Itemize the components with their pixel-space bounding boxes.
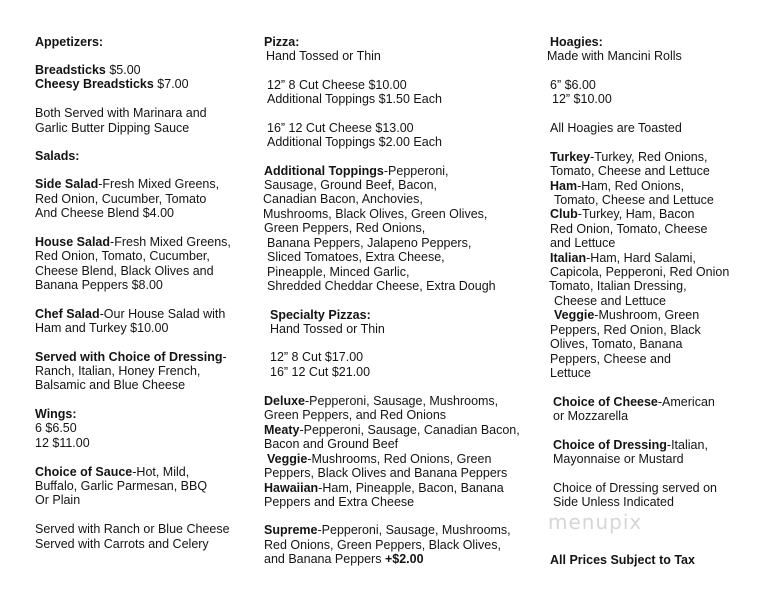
menu-line xyxy=(550,121,682,136)
menu-text: Red Onions, Green Peppers, Black Olives, xyxy=(264,538,501,552)
menu-text: -Hot, Mild, xyxy=(132,465,190,479)
menu-line xyxy=(554,294,666,309)
menu-text: Peppers, Black Olives and Banana Peppers xyxy=(264,466,508,480)
menu-heading: Side Salad xyxy=(35,177,99,191)
menu-text: Red Onion, Tomato, Cucumber, xyxy=(35,249,210,263)
menu-text: -Italian, xyxy=(666,438,708,452)
menu-text: -Turkey, Red Onions, xyxy=(590,150,708,164)
menu-text: Cheese Blend, Black Olives and xyxy=(35,264,214,278)
menu-text: Banana Peppers $8.00 xyxy=(35,278,163,292)
menu-heading: Ham xyxy=(550,179,578,193)
menu-heading: Deluxe xyxy=(264,394,305,408)
menu-heading: Choice of Sauce xyxy=(35,465,133,479)
menu-line xyxy=(35,537,209,552)
menu-line xyxy=(35,465,189,480)
menu-text: -American xyxy=(657,395,715,409)
menu-line xyxy=(267,452,491,467)
menu-line xyxy=(35,307,225,322)
menu-text: Balsamic and Blue Cheese xyxy=(35,378,186,392)
menu-text: Garlic Butter Dipping Sauce xyxy=(35,121,190,135)
menu-text: Made with Mancini Rolls xyxy=(547,49,682,63)
menu-line xyxy=(35,149,79,164)
menu-line xyxy=(35,421,77,436)
menu-line xyxy=(553,409,628,424)
menu-text: -Turkey, Ham, Bacon xyxy=(577,207,695,221)
menu-line xyxy=(267,250,445,265)
menu-text: -Pepperoni, Sausage, Canadian Bacon, xyxy=(299,423,520,437)
menu-line xyxy=(550,352,671,367)
menu-heading: Specialty Pizzas: xyxy=(270,308,371,322)
menu-line xyxy=(553,481,717,496)
menu-line xyxy=(266,49,381,64)
menu-text: Sliced Tomatoes, Extra Cheese, xyxy=(267,250,445,264)
menu-line xyxy=(550,323,701,338)
menu-heading: Salads: xyxy=(35,149,80,163)
menu-heading: Chef Salad xyxy=(35,307,100,321)
menu-line xyxy=(553,452,684,467)
menu-text: Choice of Dressing served on xyxy=(553,481,717,495)
menu-line xyxy=(35,77,189,92)
menu-text: Ranch, Italian, Honey French, xyxy=(35,364,201,378)
menu-heading: Wings: xyxy=(35,407,77,421)
menu-heading: Italian xyxy=(550,251,587,265)
menu-line xyxy=(264,437,398,452)
menu-text: 12” 8 Cut Cheese $10.00 xyxy=(267,78,407,92)
menu-text: Side Unless Indicated xyxy=(553,495,674,509)
menu-line xyxy=(264,523,511,538)
menu-text: Or Plain xyxy=(35,493,81,507)
menu-line xyxy=(550,207,694,222)
menu-heading: Pizza: xyxy=(264,35,300,49)
menu-text: 6 $6.50 xyxy=(35,421,77,435)
menu-text: -Mushroom, Green xyxy=(594,308,700,322)
menu-text: 16” 12 Cut Cheese $13.00 xyxy=(267,121,414,135)
menu-price: +$2.00 xyxy=(384,552,424,566)
menu-line xyxy=(264,423,520,438)
menu-heading: Veggie xyxy=(554,308,595,322)
menu-text: Tomato, Cheese and Lettuce xyxy=(550,164,710,178)
menu-line xyxy=(35,378,185,393)
menu-text: Shredded Cheddar Cheese, Extra Dough xyxy=(267,279,496,293)
menu-text: Lettuce xyxy=(550,366,592,380)
menu-text: Peppers and Extra Cheese xyxy=(264,495,415,509)
menu-line xyxy=(552,92,612,107)
menu-line xyxy=(267,135,442,150)
menu-text: Additional Toppings $2.00 Each xyxy=(267,135,442,149)
menu-line xyxy=(264,164,449,179)
menu-text: -Pepperoni, Sausage, Mushrooms, xyxy=(317,523,511,537)
menu-text: Served with Ranch or Blue Cheese xyxy=(35,522,230,536)
menu-line xyxy=(35,479,207,494)
menu-line xyxy=(35,364,200,379)
menu-heading: House Salad xyxy=(35,235,111,249)
menu-text: All Hoagies are Toasted xyxy=(550,121,682,135)
menu-line xyxy=(267,236,471,251)
menu-text: and Banana Peppers xyxy=(264,552,385,566)
menu-line xyxy=(267,265,409,280)
menu-line xyxy=(35,235,231,250)
menu-text: Ham and Turkey $10.00 xyxy=(35,321,169,335)
menu-line xyxy=(550,251,696,266)
menu-line xyxy=(263,192,423,207)
menu-line xyxy=(264,552,424,567)
menu-line xyxy=(264,408,446,423)
menu-line xyxy=(35,192,206,207)
menu-line xyxy=(550,553,695,568)
menu-text: -Ham, Red Onions, xyxy=(577,179,685,193)
menu-heading: Hoagies: xyxy=(550,35,603,49)
menu-line xyxy=(553,395,715,410)
menu-text: -Pepperoni, Sausage, Mushrooms, xyxy=(305,394,499,408)
menu-line xyxy=(35,436,90,451)
menu-text: Bacon and Ground Beef xyxy=(264,437,399,451)
menu-text: and Lettuce xyxy=(550,236,616,250)
menu-text: 12” 8 Cut $17.00 xyxy=(270,350,364,364)
menu-text: Cheese and Lettuce xyxy=(554,294,666,308)
menu-line xyxy=(35,177,219,192)
menu-line xyxy=(267,78,407,93)
menu-line xyxy=(270,365,370,380)
menu-line xyxy=(264,35,299,50)
menu-line xyxy=(553,438,708,453)
menu-line xyxy=(35,121,189,136)
menu-line xyxy=(550,337,682,352)
menu-line xyxy=(549,279,687,294)
menu-text: Pineapple, Minced Garlic, xyxy=(267,265,410,279)
menu-line xyxy=(554,193,714,208)
menu-text: Peppers, Red Onion, Black xyxy=(550,323,701,337)
menu-text: And Cheese Blend $4.00 xyxy=(35,206,174,220)
menu-text: Canadian Bacon, Anchovies, xyxy=(263,192,423,206)
menu-line xyxy=(550,265,729,280)
menu-text: Buffalo, Garlic Parmesan, BBQ xyxy=(35,479,208,493)
menu-text: Red Onion, Cucumber, Tomato xyxy=(35,192,207,206)
menu-text: $7.00 xyxy=(153,77,189,91)
menu-heading: Served with Choice of Dressing xyxy=(35,350,223,364)
menu-line xyxy=(35,264,214,279)
menu-line xyxy=(264,221,425,236)
menu-line xyxy=(35,350,227,365)
menu-line xyxy=(270,322,385,337)
menu-heading: Additional Toppings xyxy=(264,164,384,178)
menu-line xyxy=(264,538,501,553)
menu-text: Served with Carrots and Celery xyxy=(35,537,209,551)
menu-text: -Our House Salad with xyxy=(99,307,226,321)
menu-line xyxy=(550,150,707,165)
menu-line xyxy=(267,92,442,107)
menu-line xyxy=(264,466,507,481)
menu-heading: All Prices Subject to Tax xyxy=(550,553,695,567)
menu-line xyxy=(35,106,207,121)
menu-line xyxy=(263,207,487,222)
menu-text: 12 $11.00 xyxy=(35,436,90,450)
menu-line xyxy=(35,63,141,78)
menu-line xyxy=(264,178,437,193)
menu-line xyxy=(35,522,230,537)
menu-text: Red Onion, Tomato, Cheese xyxy=(550,222,708,236)
menu-heading: Turkey xyxy=(550,150,591,164)
menu-line xyxy=(35,407,77,422)
menu-line xyxy=(550,366,591,381)
menu-line xyxy=(550,222,708,237)
menu-line xyxy=(35,35,103,50)
menu-line xyxy=(550,164,710,179)
menupix-watermark: menupix xyxy=(548,510,643,534)
menu-line xyxy=(35,249,210,264)
menu-text: Mushrooms, Black Olives, Green Olives, xyxy=(263,207,488,221)
menu-line xyxy=(550,236,615,251)
menu-text: Banana Peppers, Jalapeno Peppers, xyxy=(267,236,472,250)
menu-text: - xyxy=(222,350,227,364)
menu-line xyxy=(550,179,684,194)
menu-text: -Mushrooms, Red Onions, Green xyxy=(307,452,492,466)
menu-text: Mayonnaise or Mustard xyxy=(553,452,684,466)
menu-heading: Supreme xyxy=(264,523,318,537)
menu-line xyxy=(270,308,371,323)
menu-line xyxy=(35,278,163,293)
menu-text: Sausage, Ground Beef, Bacon, xyxy=(264,178,438,192)
menu-line xyxy=(35,206,174,221)
menu-text: Capicola, Pepperoni, Red Onion xyxy=(550,265,730,279)
menu-text: Hand Tossed or Thin xyxy=(266,49,381,63)
menu-text: -Ham, Hard Salami, xyxy=(586,251,696,265)
menu-text: Peppers, Cheese and xyxy=(550,352,671,366)
menu-line xyxy=(550,78,596,93)
menu-line xyxy=(264,394,498,409)
menu-line xyxy=(547,49,682,64)
menu-heading: Choice of Cheese xyxy=(553,395,658,409)
menu-text: -Fresh Mixed Greens, xyxy=(110,235,231,249)
menu-text: -Ham, Pineapple, Bacon, Banana xyxy=(318,481,504,495)
menu-text: Olives, Tomato, Banana xyxy=(550,337,683,351)
menu-text: 12” $10.00 xyxy=(552,92,612,106)
menu-text: -Fresh Mixed Greens, xyxy=(98,177,220,191)
menu-text: -Pepperoni, xyxy=(383,164,449,178)
menu-heading: Meaty xyxy=(264,423,300,437)
menu-text: Hand Tossed or Thin xyxy=(270,322,385,336)
menu-line xyxy=(264,495,414,510)
menu-text: Tomato, Cheese and Lettuce xyxy=(554,193,714,207)
menu-line xyxy=(264,481,504,496)
menu-line xyxy=(35,493,80,508)
menu-line xyxy=(267,279,496,294)
menu-line xyxy=(267,121,414,136)
menu-text: Green Peppers, Red Onions, xyxy=(264,221,426,235)
menu-text: Tomato, Italian Dressing, xyxy=(549,279,687,293)
menu-text: Additional Toppings $1.50 Each xyxy=(267,92,442,106)
menu-line xyxy=(35,321,168,336)
menu-text: 16” 12 Cut $21.00 xyxy=(270,365,371,379)
menu-text: or Mozzarella xyxy=(553,409,629,423)
menu-line xyxy=(550,35,603,50)
menu-heading: Choice of Dressing xyxy=(553,438,667,452)
menu-heading: Veggie xyxy=(267,452,308,466)
menu-line xyxy=(553,495,674,510)
menu-line xyxy=(554,308,699,323)
menu-text: Both Served with Marinara and xyxy=(35,106,207,120)
menu-text: Green Peppers, and Red Onions xyxy=(264,408,447,422)
menu-heading: Club xyxy=(550,207,578,221)
menu-heading: Breadsticks xyxy=(35,63,106,77)
menu-text: $5.00 xyxy=(105,63,141,77)
menu-heading: Hawaiian xyxy=(264,481,319,495)
menu-text: 6” $6.00 xyxy=(550,78,596,92)
menu-heading: Cheesy Breadsticks xyxy=(35,77,154,91)
menu-heading: Appetizers: xyxy=(35,35,104,49)
menu-line xyxy=(270,350,363,365)
